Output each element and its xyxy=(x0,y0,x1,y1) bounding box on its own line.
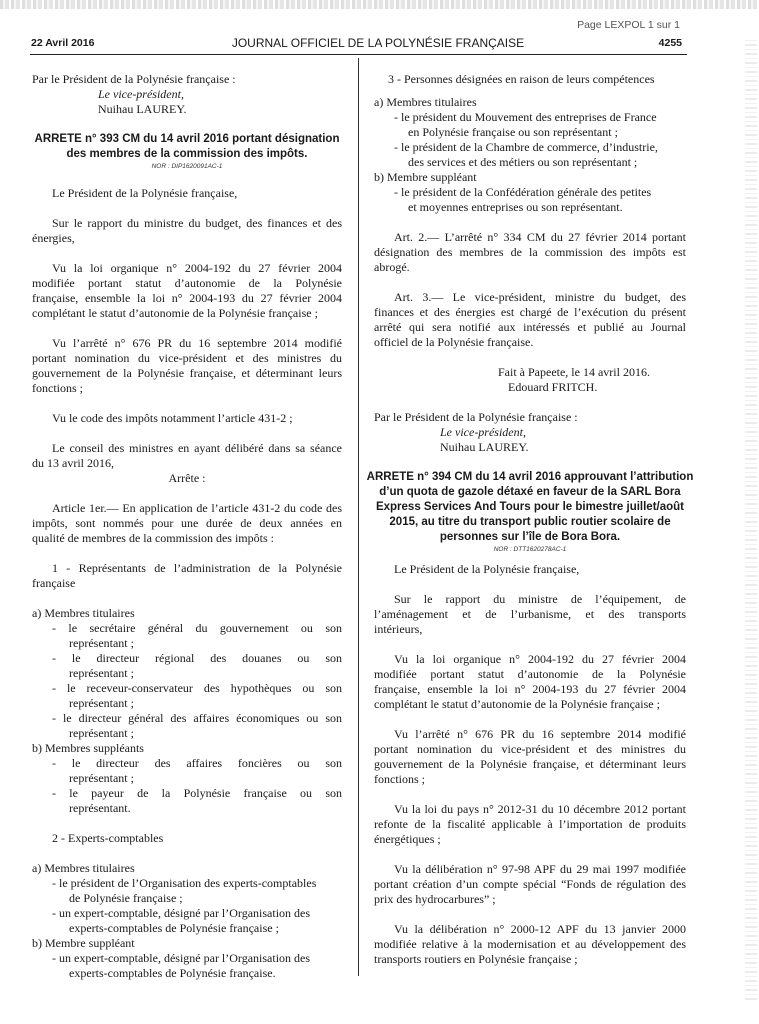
text-line-content: arrêté qui sera notifié aux intéressés et publié au Journal xyxy=(374,320,686,334)
decree-title-line xyxy=(374,485,686,500)
journal-title: JOURNAL OFFICIEL DE LA POLYNÉSIE FRANÇAISE xyxy=(231,36,525,50)
text-line xyxy=(374,802,686,817)
spacer xyxy=(374,554,686,562)
text-line-content: - le président de la Chambre de commerce, d’industrie, xyxy=(394,140,658,154)
text-line xyxy=(32,966,342,981)
text-line xyxy=(374,937,686,952)
text-line xyxy=(32,291,342,306)
spacer xyxy=(32,396,342,411)
text-line xyxy=(32,936,342,951)
text-line-content: Vu la loi du pays n° 2012-31 du 10 décembre 2012 portant xyxy=(394,802,686,816)
text-line-content: b) Membre suppléant xyxy=(32,936,135,950)
text-line xyxy=(374,185,686,200)
text-line-content: intérieurs, xyxy=(374,622,423,636)
spacer xyxy=(374,395,686,410)
text-line-content: en Polynésie française ou son représentant ; xyxy=(408,125,618,139)
text-line-content: personnes sur l’île de Bora Bora. xyxy=(439,531,621,543)
nor-reference xyxy=(32,162,342,171)
text-line xyxy=(32,501,342,516)
text-line xyxy=(32,861,342,876)
text-line-content: Vu le code des impôts notamment l’article 431-2 ; xyxy=(52,411,293,425)
text-line xyxy=(32,756,342,771)
header-rule xyxy=(30,54,687,55)
text-line-content: complétant le statut d’autonomie de la Polynésie française ; xyxy=(32,306,318,320)
text-line-content: des membres de la commission des impôts. xyxy=(66,148,308,160)
text-line xyxy=(32,261,342,276)
text-line-content: Nuihau LAUREY. xyxy=(98,102,187,116)
text-line-content: Le vice-président, xyxy=(440,425,526,439)
text-line xyxy=(374,245,686,260)
text-line xyxy=(374,380,686,395)
text-line-content: portant nomination du vice-président et des ministres du xyxy=(32,351,342,365)
text-line xyxy=(32,711,342,726)
text-line xyxy=(374,365,686,380)
spacer xyxy=(32,171,342,186)
text-line-content: des services et des métiers ou son représentant ; xyxy=(408,155,638,169)
text-line-content: portant nomination du vice-président et des ministres du xyxy=(374,742,686,756)
text-line xyxy=(374,892,686,907)
text-line xyxy=(32,666,342,681)
text-line-content: officiel de la Polynésie française. xyxy=(374,335,534,349)
text-line xyxy=(32,471,342,486)
text-line xyxy=(374,697,686,712)
text-line xyxy=(32,231,342,246)
text-line xyxy=(374,757,686,772)
text-line-content: a) Membres titulaires xyxy=(32,861,135,875)
text-line xyxy=(374,622,686,637)
text-line xyxy=(32,771,342,786)
text-line xyxy=(374,667,686,682)
text-line xyxy=(32,576,342,591)
text-line xyxy=(32,561,342,576)
decree-title-line xyxy=(32,147,342,162)
text-line-content: modifiée portant statut d’autonomie de la Polynésie xyxy=(374,667,686,681)
text-line xyxy=(374,95,686,110)
text-line xyxy=(374,922,686,937)
text-line-content: Vu la délibération n° 2000-12 APF du 13 janvier 2000 xyxy=(394,922,686,936)
text-line xyxy=(32,366,342,381)
text-line-content: fonctions ; xyxy=(374,772,425,786)
decree-title-line xyxy=(374,515,686,530)
decree-title-line xyxy=(32,132,342,147)
text-line xyxy=(32,441,342,456)
column-divider xyxy=(358,58,359,976)
text-line-content: - le payeur de la Polynésie française ou son xyxy=(52,786,342,800)
text-line-content: ARRETE n° 393 CM du 14 avril 2016 portant désignation xyxy=(34,133,340,145)
text-line-content: Vu la loi organique n° 2004-192 du 27 février 2004 xyxy=(52,261,342,275)
text-line-content: ARRETE n° 394 CM du 14 avril 2016 approuvant l’attribution xyxy=(366,471,694,483)
text-line xyxy=(32,891,342,906)
issue-date: 22 Avril 2016 xyxy=(31,37,95,49)
text-line-content: b) Membres suppléants xyxy=(32,741,144,755)
text-line xyxy=(32,276,342,291)
text-line-content: portant création d’un compte spécial “Fonds de régulation des xyxy=(374,877,686,891)
text-line xyxy=(32,606,342,621)
text-line xyxy=(374,170,686,185)
text-line xyxy=(32,351,342,366)
text-line-content: qualité de membres de la commission des impôts : xyxy=(32,531,274,545)
text-line-content: d’un quota de gazole détaxé en faveur de la SARL Bora xyxy=(379,486,681,498)
scan-artifact-right xyxy=(745,40,757,1000)
nor-reference xyxy=(374,545,686,554)
text-line xyxy=(374,607,686,622)
text-line-content: - un expert-comptable, désigné par l’Organisation des xyxy=(52,906,311,920)
text-line-content: abrogé. xyxy=(374,260,410,274)
text-line-content: - le directeur régional des douanes ou son xyxy=(52,651,342,665)
text-line xyxy=(32,87,342,102)
spacer xyxy=(32,321,342,336)
text-line-content: Vu l’arrêté n° 676 PR du 16 septembre 2014 modifié xyxy=(394,727,686,741)
text-line xyxy=(374,72,686,87)
text-line-content: modifiée portant statut d’autonomie de la Polynésie xyxy=(32,276,342,290)
spacer xyxy=(32,117,342,132)
decree-title-line xyxy=(374,530,686,545)
text-line xyxy=(32,306,342,321)
text-line xyxy=(374,742,686,757)
text-line-content: gouvernement de la Polynésie française, et déterminant leurs xyxy=(374,757,686,771)
text-line-content: Vu la loi organique n° 2004-192 du 27 février 2004 xyxy=(394,652,686,666)
text-line-content: Par le Président de la Polynésie française : xyxy=(32,72,236,86)
right-column xyxy=(366,72,694,967)
text-line-content: Arrête : xyxy=(168,471,206,485)
text-line-content: - le président de l’Organisation des experts-comptables xyxy=(52,876,317,890)
text-line xyxy=(374,110,686,125)
text-line xyxy=(374,230,686,245)
text-line-content: représentant. xyxy=(69,801,131,815)
text-line xyxy=(32,831,342,846)
page-badge: Page LEXPOL 1 sur 1 xyxy=(577,19,680,31)
text-line-content: de Polynésie française ; xyxy=(69,891,183,905)
text-line-content: Express Services And Tours pour le bimestre juillet/août xyxy=(375,501,685,513)
text-line-content: et moyennes entreprises ou son représentant. xyxy=(408,200,623,214)
text-line xyxy=(374,832,686,847)
text-line-content: - le directeur des affaires foncières ou son xyxy=(52,756,342,770)
text-line-content: représentant ; xyxy=(69,726,134,740)
text-line-content: Article 1er.— En application de l’article 431-2 du code des xyxy=(52,501,342,515)
text-line xyxy=(32,531,342,546)
text-line-content: française xyxy=(32,576,76,590)
text-line-content: Sur le rapport du ministre de l’équipement, de xyxy=(394,592,686,606)
text-line-content: Le Président de la Polynésie française, xyxy=(394,562,580,576)
spacer xyxy=(374,787,686,802)
text-line-content: représentant ; xyxy=(69,666,134,680)
spacer xyxy=(32,246,342,261)
text-line-content: transports routiers en Polynésie française ; xyxy=(374,952,578,966)
text-line-content: désignation des membres de la commission des impôts est xyxy=(374,245,686,259)
text-line-content: modifiée relative à la modernisation et au développement des xyxy=(374,937,686,951)
text-line xyxy=(32,906,342,921)
text-line-content: du 13 avril 2016, xyxy=(32,456,114,470)
text-line-content: a) Membres titulaires xyxy=(374,95,477,109)
spacer xyxy=(374,87,686,95)
text-line-content: Le Président de la Polynésie française, xyxy=(52,186,238,200)
text-line xyxy=(374,425,686,440)
text-line xyxy=(32,951,342,966)
text-line xyxy=(374,562,686,577)
text-line-content: finances et des énergies est chargé de l’exécution du présent xyxy=(374,305,686,319)
text-line xyxy=(374,260,686,275)
text-line-content: Art. 2.— L’arrêté n° 334 CM du 27 février 2014 portant xyxy=(394,230,686,244)
spacer xyxy=(374,907,686,922)
text-line xyxy=(32,456,342,471)
text-line xyxy=(32,681,342,696)
text-line xyxy=(374,305,686,320)
spacer xyxy=(32,546,342,561)
text-line-content: experts-comptables de Polynésie française ; xyxy=(69,921,279,935)
text-line-content: l’aménagement et de l’urbanisme, et des transports xyxy=(374,607,686,621)
text-line-content: b) Membre suppléant xyxy=(374,170,477,184)
spacer xyxy=(374,215,686,230)
text-line-content: 2015, au titre du transport public routier scolaire de xyxy=(389,516,671,528)
text-line xyxy=(32,516,342,531)
text-line xyxy=(374,140,686,155)
spacer xyxy=(374,637,686,652)
text-line-content: fonctions ; xyxy=(32,381,83,395)
text-line xyxy=(32,186,342,201)
text-line xyxy=(374,440,686,455)
text-line-content: représentant ; xyxy=(69,636,134,650)
spacer xyxy=(32,591,342,606)
text-line xyxy=(374,200,686,215)
text-line-content: - le secrétaire général du gouvernement ou son xyxy=(52,621,342,635)
text-line xyxy=(374,817,686,832)
spacer xyxy=(32,816,342,831)
text-line xyxy=(32,786,342,801)
text-line-content: Fait à Papeete, le 14 avril 2016. xyxy=(498,365,650,379)
text-line-content: française, ensemble la loi n° 2004-193 du 27 février 2004 xyxy=(32,291,342,305)
text-line xyxy=(374,410,686,425)
text-line-content: française, ensemble la loi n° 2004-193 du 27 février 2004 xyxy=(374,682,686,696)
text-line-content: experts-comptables de Polynésie française. xyxy=(69,966,276,980)
text-line xyxy=(32,651,342,666)
text-line xyxy=(374,952,686,967)
text-line xyxy=(32,726,342,741)
text-line-content: représentant ; xyxy=(69,771,134,785)
text-line-content: - le receveur-conservateur des hypothèques ou son xyxy=(52,681,342,695)
text-line-content: Vu l’arrêté n° 676 PR du 16 septembre 2014 modifié xyxy=(52,336,342,350)
decree-title-line xyxy=(374,500,686,515)
text-line xyxy=(374,682,686,697)
text-line-content: énergies, xyxy=(32,231,75,245)
text-line-content: a) Membres titulaires xyxy=(32,606,135,620)
text-line xyxy=(32,921,342,936)
spacer xyxy=(32,201,342,216)
text-line xyxy=(32,621,342,636)
text-line-content: - le président du Mouvement des entreprises de France xyxy=(394,110,657,124)
text-line xyxy=(374,862,686,877)
text-line-content: représentant ; xyxy=(69,696,134,710)
text-line xyxy=(374,155,686,170)
text-line-content: complétant le statut d’autonomie de la Polynésie française ; xyxy=(374,697,660,711)
spacer xyxy=(32,846,342,861)
spacer xyxy=(374,847,686,862)
spacer xyxy=(374,455,686,470)
text-line xyxy=(32,72,342,87)
spacer xyxy=(374,275,686,290)
text-line-content: Sur le rapport du ministre du budget, des finances et des xyxy=(52,216,342,230)
spacer xyxy=(374,350,686,365)
text-line-content: Par le Président de la Polynésie française : xyxy=(374,410,578,424)
page-number: 4255 xyxy=(658,37,682,49)
text-line-content: NOR : DTT1620278AC-1 xyxy=(493,546,567,553)
text-line-content: - le président de la Confédération générale des petites xyxy=(394,185,652,199)
text-line xyxy=(374,772,686,787)
text-line-content: Nuihau LAUREY. xyxy=(440,440,529,454)
text-line xyxy=(374,592,686,607)
text-line-content: Vu la délibération n° 97-98 APF du 29 mai 1997 modifiée xyxy=(394,862,686,876)
text-line xyxy=(374,290,686,305)
text-line-content: 2 - Experts-comptables xyxy=(52,831,164,845)
text-line xyxy=(374,125,686,140)
spacer xyxy=(32,486,342,501)
text-line xyxy=(32,381,342,396)
text-line-content: Edouard FRITCH. xyxy=(508,380,598,394)
text-line xyxy=(374,335,686,350)
text-line-content: impôts, sont nommés pour une durée de deux années en xyxy=(32,516,342,530)
spacer xyxy=(374,712,686,727)
text-line xyxy=(32,741,342,756)
text-line xyxy=(32,216,342,231)
text-line-content: 3 - Personnes désignées en raison de leurs compétences xyxy=(388,72,655,86)
text-line-content: Le vice-président, xyxy=(98,87,184,101)
text-line xyxy=(32,696,342,711)
left-column xyxy=(32,72,342,981)
text-line-content: refonte de la fiscalité applicable à l’importation de produits xyxy=(374,817,686,831)
text-line-content: 1 - Représentants de l’administration de la Polynésie xyxy=(52,561,342,575)
text-line-content: NOR : DIP1620091AC-1 xyxy=(151,163,223,170)
spacer xyxy=(32,426,342,441)
text-line xyxy=(32,336,342,351)
text-line-content: gouvernement de la Polynésie française, et déterminant leurs xyxy=(32,366,342,380)
text-line xyxy=(32,411,342,426)
text-line xyxy=(374,320,686,335)
text-line-content: - un expert-comptable, désigné par l’Organisation des xyxy=(52,951,311,965)
text-line-content: énergétiques ; xyxy=(374,832,441,846)
text-line-content: - le directeur général des affaires économiques ou son xyxy=(52,711,342,725)
scan-artifact-top xyxy=(0,0,759,9)
text-line xyxy=(32,102,342,117)
spacer xyxy=(374,577,686,592)
text-line xyxy=(32,876,342,891)
text-line-content: Le conseil des ministres en ayant délibéré dans sa séance xyxy=(52,441,342,455)
text-line xyxy=(374,877,686,892)
text-line-content: prix des hydrocarbures” ; xyxy=(374,892,496,906)
text-line-content: Art. 3.— Le vice-président, ministre du budget, des xyxy=(394,290,686,304)
text-line xyxy=(32,801,342,816)
text-line xyxy=(374,652,686,667)
decree-title-line xyxy=(366,470,694,485)
text-line xyxy=(32,636,342,651)
text-line xyxy=(374,727,686,742)
